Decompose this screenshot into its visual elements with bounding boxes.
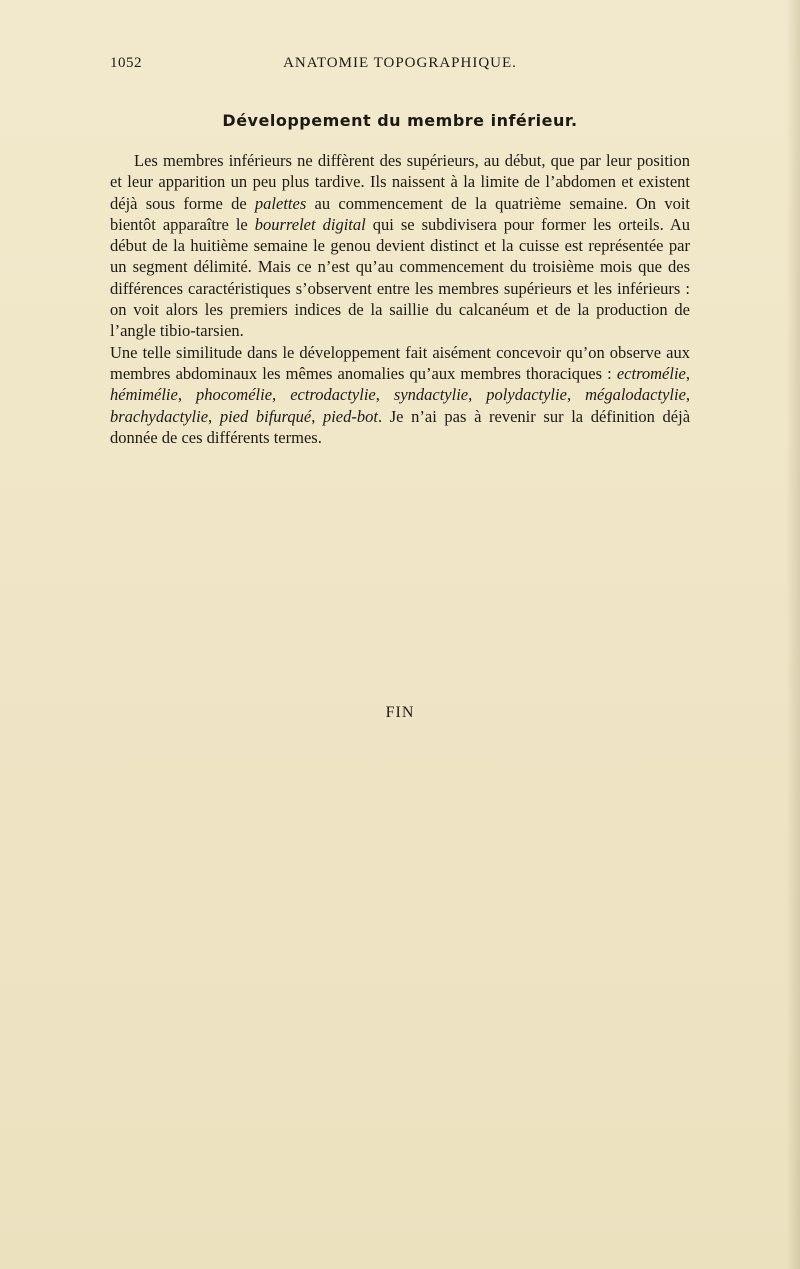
term-list-end: . — [377, 406, 390, 426]
term-hemimelie: hémimélie — [110, 385, 178, 405]
term-polydactylie: polydactylie — [486, 385, 567, 405]
term-pied-bot: pied-bot — [322, 406, 378, 426]
term-separator: , — [685, 363, 690, 383]
term-pied-bifurque: pied bifurqué — [219, 406, 312, 426]
running-header — [110, 55, 690, 77]
section-title: Développement du membre inférieur. — [222, 111, 578, 130]
fin-label: FIN — [385, 704, 415, 721]
paragraph-2-outro: Je n’ai pas à revenir sur la définition déjà donnée de ces différents termes. — [110, 406, 691, 447]
term-ectrodactylie: ectrodactylie — [290, 385, 376, 405]
paragraph-1-text-end: qui se subdivisera pour former les orteils. Au début de la huitième semaine le genou devient distinct et la cuisse est représentée par un segment délimité. Mais ce n’est qu’au commencement du troisième mois que des différences caractéristiques s’observent entre les membres supérieurs et les inférieurs : on voit alors les premiers indices de la saillie du calcanéum et de la production de l’angle tibio-tarsien. — [110, 214, 691, 341]
term-ectromelie: ectromélie — [616, 363, 686, 383]
paragraph-2 — [110, 342, 690, 448]
term-separator: , — [208, 406, 220, 426]
page-number: 1052 — [110, 55, 142, 71]
term-megalodactylie: mégalodactylie — [585, 385, 686, 405]
term-palettes: palettes — [254, 193, 307, 213]
term-separator: , — [311, 406, 323, 426]
term-separator: , — [468, 385, 487, 405]
term-separator: , — [375, 385, 394, 405]
body-text — [110, 150, 690, 448]
term-separator: , — [566, 385, 586, 405]
running-title: ANATOMIE TOPOGRAPHIQUE. — [283, 55, 517, 71]
term-separator: , — [272, 385, 291, 405]
paragraph-1-text-cont: au commencement de la quatrième semaine. On voit bientôt apparaître le — [110, 193, 690, 234]
term-phocomelie: phocomélie — [195, 385, 273, 405]
term-separator: , — [177, 385, 196, 405]
term-bourrelet-digital: bourrelet digital — [254, 214, 366, 234]
term-brachydactylie: brachydactylie — [110, 406, 209, 426]
paragraph-1 — [110, 150, 690, 342]
paragraph-2-intro: Une telle similitude dans le développement fait aisément concevoir qu’on observe aux membres abdominaux les mêmes anomalies qu’aux membres thoraciques : — [110, 342, 690, 383]
term-syndactylie: syndactylie — [393, 385, 469, 405]
paragraph-1-text: Les membres inférieurs ne diffèrent des supérieurs, au début, que par leur position et leur apparition un peu plus tardive. Ils naissent à la limite de l’abdomen et existent déjà sous forme de — [110, 151, 690, 213]
page-edge-shadow — [786, 0, 800, 1269]
term-separator: , — [685, 385, 691, 405]
